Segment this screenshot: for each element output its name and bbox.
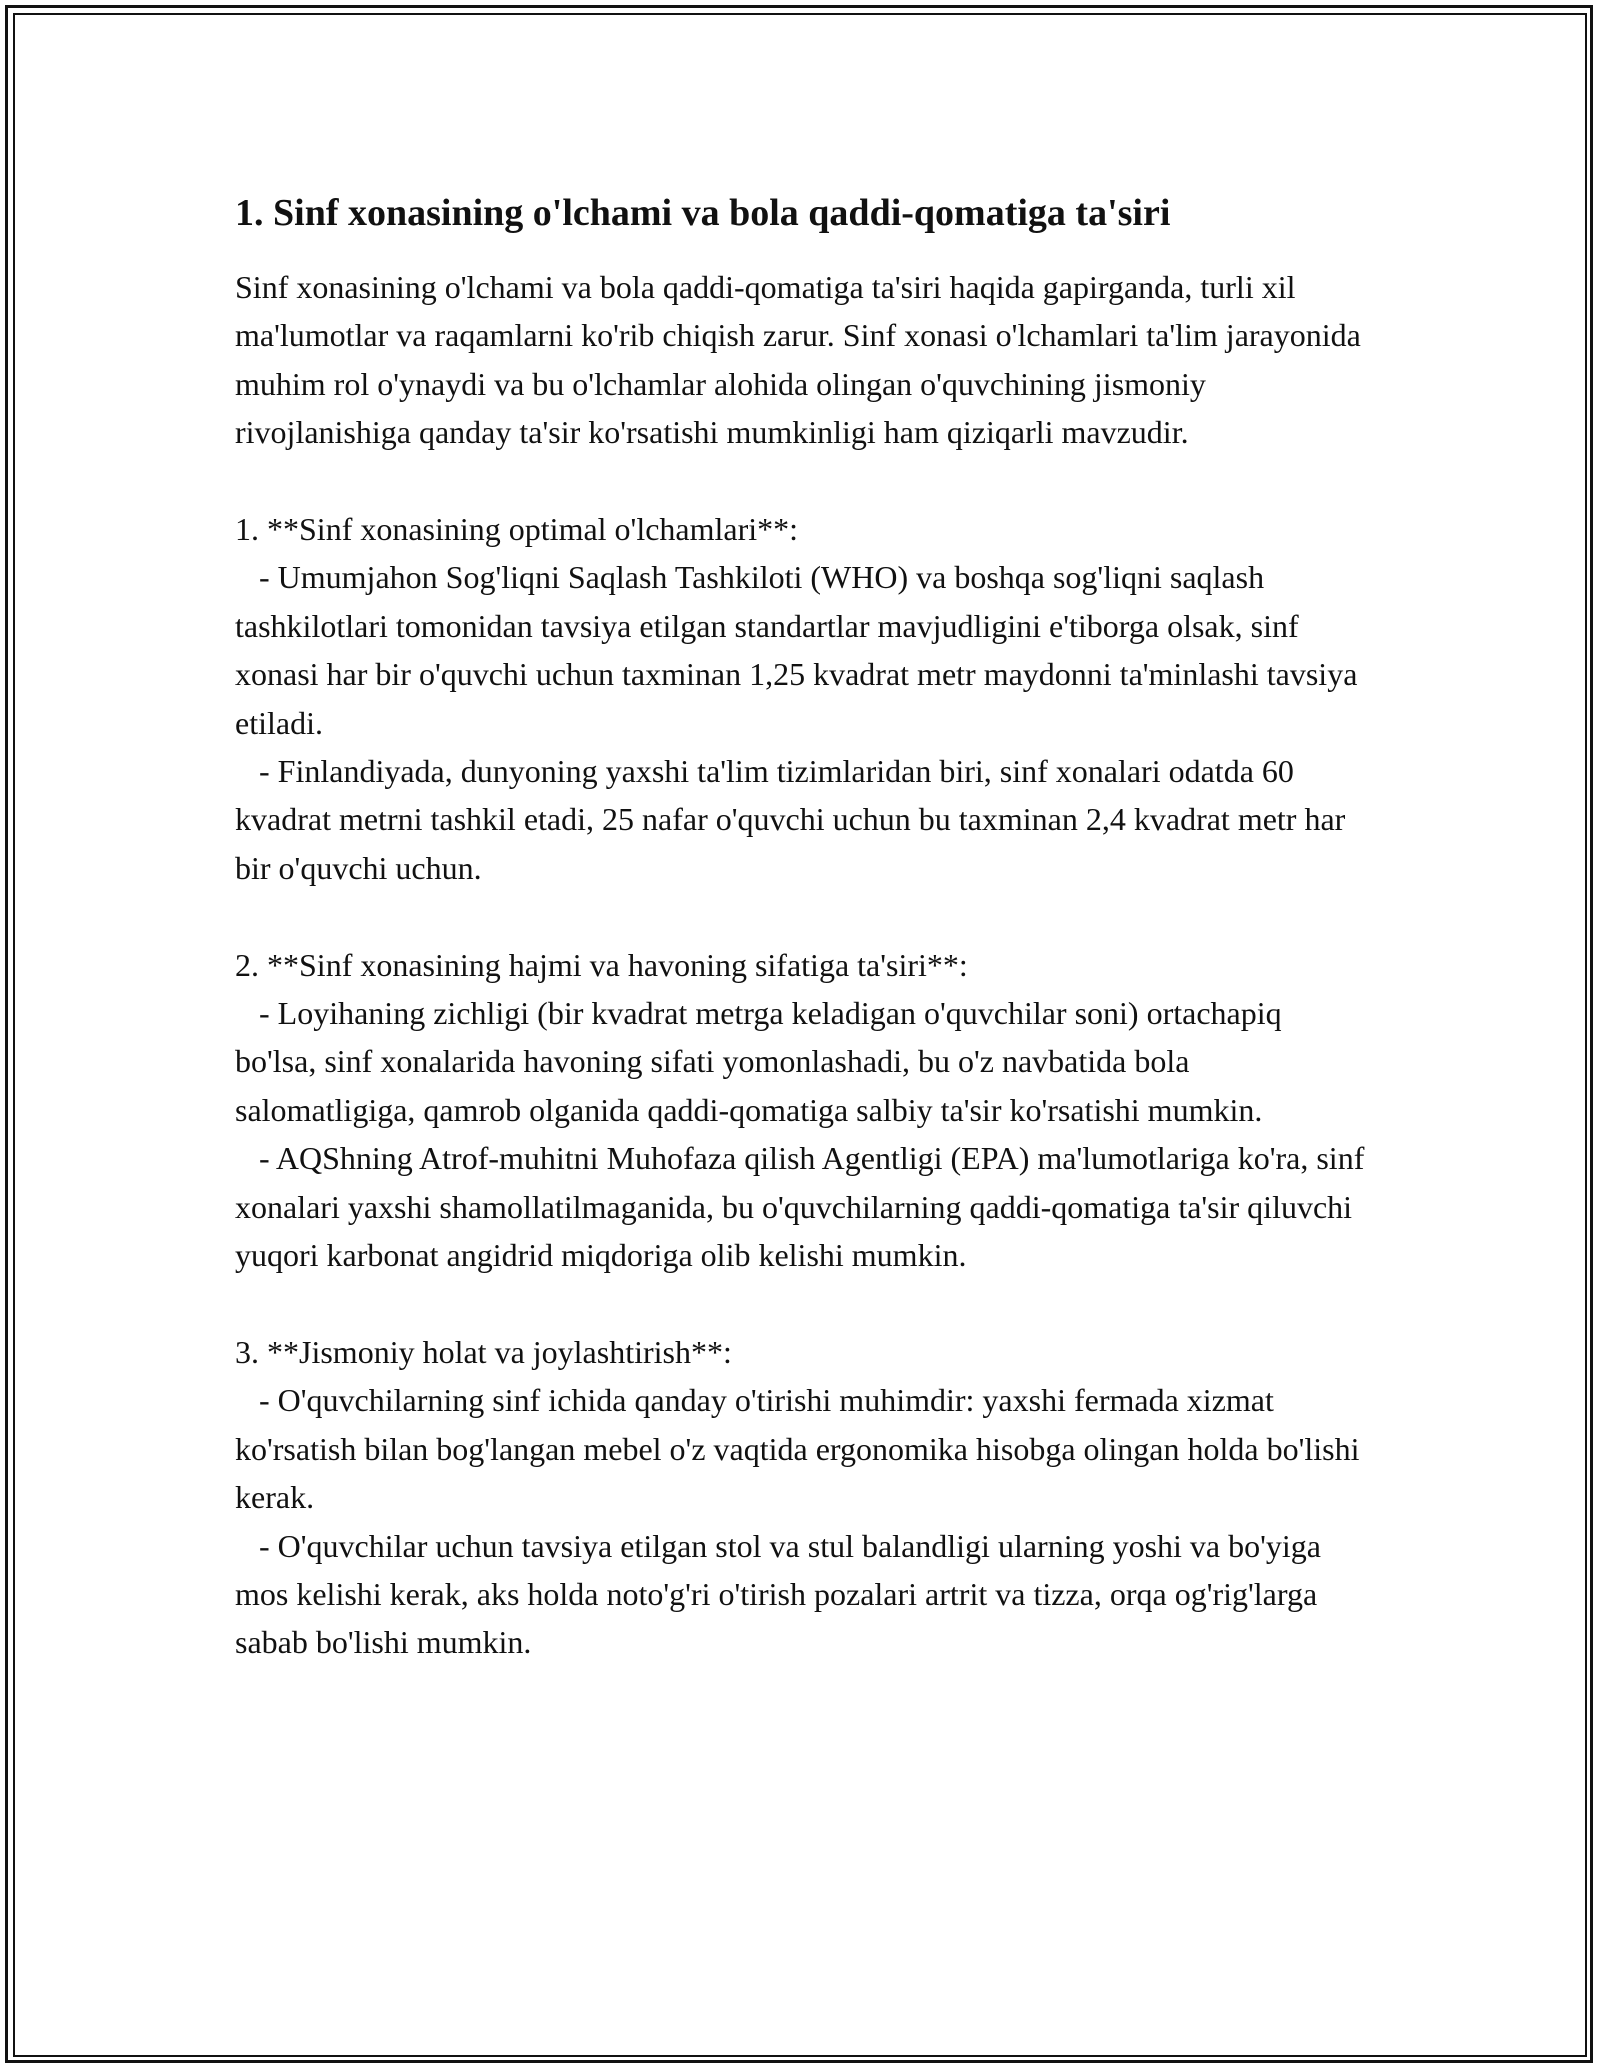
list-item: - O'quvchilar uchun tavsiya etilgan stol va stul balandligi ularning yoshi va bo'yiga mos kelishi kerak, aks holda noto'g'ri o'tirish pozalari artrit va tizza, orqa og'rig'larga sabab bo'lishi mumkin. — [235, 1527, 1329, 1661]
section-heading: 2. **Sinf xonasining hajmi va havoning sifatiga ta'siri**: — [235, 946, 968, 983]
section-air-quality — [235, 941, 1373, 1280]
section-optimal-dimensions — [235, 505, 1365, 892]
document-title: 1. Sinf xonasining o'lchami va bola qaddi-qomatiga ta'siri — [235, 192, 1171, 234]
paragraph-spacer — [235, 457, 1365, 505]
list-item: - Loyihaning zichligi (bir kvadrat metrga keladigan o'quvchilar soni) ortachapiq bo'lsa, sinf xonalarida havoning sifati yomonlashadi, bu o'z navbatida bola salomatligiga, qamrob olganida qaddi-qomatiga salbiy ta'sir ko'rsatishi mumkin. — [235, 995, 1290, 1128]
section-heading: 3. **Jismoniy holat va joylashtirish**: — [235, 1333, 732, 1370]
section-physical-position — [235, 1328, 1368, 1667]
document-body — [235, 185, 1373, 1667]
list-item: - Umumjahon Sog'liqni Saqlash Tashkiloti (WHO) va boshqa sog'liqni saqlash tashkilotlari tomonidan tavsiya etilgan standartlar mavjudligini e'tiborga olsak, sinf xonasi har bir o'quvchi uchun taxminan 1,25 kvadrat metr maydonni ta'minlashi tavsiya etiladi. — [235, 559, 1366, 741]
list-item: - Finlandiyada, dunyoning yaxshi ta'lim tizimlaridan biri, sinf xonalari odatda 60 kvadrat metrni tashkil etadi, 25 nafar o'quvchi uchun bu taxminan 2,4 kvadrat metr har bir o'quvchi uchun. — [235, 753, 1354, 886]
list-item: - AQShning Atrof-muhitni Muhofaza qilish Agentligi (EPA) ma'lumotlariga ko'ra, sinf xonalari yaxshi shamollatilmaganida, bu o'quvchilarning qaddi-qomatiga ta'sir qiluvchi yuqori karbonat angidrid miqdoriga olib kelishi mumkin. — [235, 1140, 1373, 1274]
paragraph-spacer — [235, 892, 1365, 940]
intro-paragraph: Sinf xonasining o'lchami va bola qaddi-qomatiga ta'siri haqida gapirganda, turli xil ma'lumotlar va raqamlarni ko'rib chiqish zarur. Sinf xonasi o'lchamlari ta'lim jarayonida muhim rol o'ynaydi va bu o'lchamlar alohida olingan o'quvchining jismoniy rivojlanishiga qanday ta'sir ko'rsatishi mumkinligi ham qiziqarli mavzudir. — [235, 269, 1369, 451]
section-heading: 1. **Sinf xonasining optimal o'lchamlari**: — [235, 511, 799, 548]
paragraph-spacer — [235, 1280, 1365, 1328]
list-item: - O'quvchilarning sinf ichida qanday o'tirishi muhimdir: yaxshi fermada xizmat ko'rsatish bilan bog'langan mebel o'z vaqtida ergonomika hisobga olingan holda bo'lishi kerak. — [235, 1382, 1368, 1516]
